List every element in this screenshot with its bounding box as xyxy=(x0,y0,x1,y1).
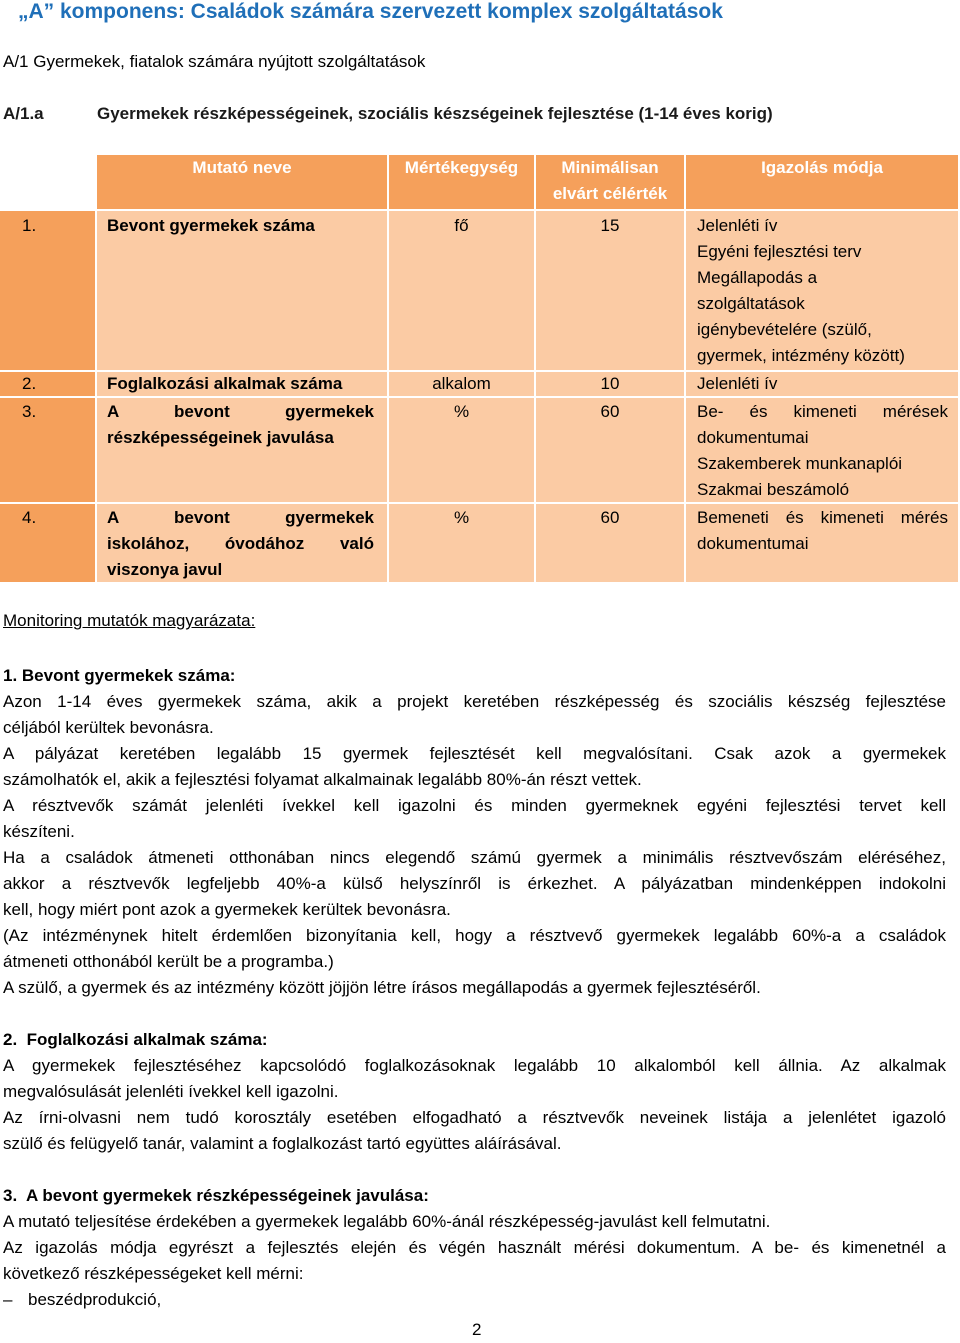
row2-num-cell xyxy=(0,372,95,396)
row3-name-1: A bevont gyermekek xyxy=(107,402,374,421)
header-target-line1: Minimálisan xyxy=(561,158,659,177)
p2-line: megvalósulását jelenléti ívekkel kell igazolni. xyxy=(3,1082,339,1101)
row1-target: 15 xyxy=(600,216,620,235)
row4-num-cell xyxy=(0,504,95,582)
p1-line: céljából kerültek bevonásra. xyxy=(3,718,214,737)
monitoring-h2: 2. Foglalkozási alkalmak száma: xyxy=(3,1030,268,1049)
header-name-label: Mutató neve xyxy=(192,158,292,177)
row3-num: 3. xyxy=(22,402,37,421)
row2-name: Foglalkozási alkalmak száma xyxy=(107,374,343,393)
row3-proof-3: Szakemberek munkanaplói xyxy=(697,454,903,473)
row2-proof-1: Jelenléti ív xyxy=(697,374,778,393)
monitoring-heading: Monitoring mutatók magyarázata: xyxy=(3,611,256,630)
p1-line: készíteni. xyxy=(3,822,75,841)
row4-unit: % xyxy=(453,508,470,527)
row1-proof-6: gyermek, intézmény között) xyxy=(697,346,905,365)
p2-line: Az írni-olvasni nem tudó korosztály esetében elfogadható a résztvevők neveinek listája a jelenlétet igazoló xyxy=(3,1108,946,1127)
p2-line: szülő és felügyelő tanár, valamint a foglalkozást tartó együttes aláírásával. xyxy=(3,1134,562,1153)
p1-line: A szülő, a gyermek és az intézmény között jöjjön létre írásos megállapodás a gyermek fejlesztéséről. xyxy=(3,978,761,997)
p1-line: akkor a résztvevők legfeljebb 40%-a külső helyszínről is érkezhet. A pályázatban mindenképpen indokolni xyxy=(3,874,946,893)
page-title: „A” komponens: Családok számára szervezett komplex szolgáltatások xyxy=(18,0,723,23)
row1-proof-2: Egyéni fejlesztési terv xyxy=(697,242,862,261)
p1-line: Ha a családok átmeneti otthonában nincs elegendő számú gyermek a minimális résztvevőszám eléréséhez, xyxy=(3,848,946,867)
row3-num-cell xyxy=(0,398,95,502)
monitoring-h1: 1. Bevont gyermekek száma: xyxy=(3,666,236,685)
header-cell-proof xyxy=(686,155,958,209)
row3-target: 60 xyxy=(600,402,620,421)
row1-proof-3: Megállapodás a xyxy=(697,268,818,287)
bullet-dash: – xyxy=(3,1290,13,1309)
header-cell-target xyxy=(536,155,684,209)
row3-proof-2: dokumentumai xyxy=(697,428,809,447)
row4-target: 60 xyxy=(600,508,620,527)
header-target-line2: elvárt célérték xyxy=(552,184,668,203)
bullet-item: beszédprodukció, xyxy=(28,1290,162,1309)
row4-name-2: iskolához, óvodához való xyxy=(107,534,374,553)
row1-proof-4: szolgáltatások xyxy=(697,294,805,313)
header-proof-label: Igazolás módja xyxy=(761,158,883,177)
monitoring-p1 xyxy=(3,689,946,1001)
row4-proof-2: dokumentumai xyxy=(697,534,809,553)
row3-proof-1: Be- és kimeneti mérések xyxy=(697,402,948,421)
header-cell-name xyxy=(97,155,387,209)
p1-line: A pályázat keretében legalább 15 gyermek fejlesztését kell megvalósítani. Csak azok a gyermekek xyxy=(3,744,946,763)
section-number: A/1.a xyxy=(3,104,44,123)
row2-target: 10 xyxy=(600,374,620,393)
section-title: Gyermekek részképességeinek, szociális készségeinek fejlesztése (1-14 éves korig) xyxy=(97,104,773,123)
p3-line: A mutató teljesítése érdekében a gyermekek legalább 60%-ánál részképesség-javulást kell felmutatni. xyxy=(3,1212,771,1231)
row2-num: 2. xyxy=(22,374,37,393)
p2-line: A gyermekek fejlesztéséhez kapcsolódó foglalkozásoknak legalább 10 alkalomból kell állnia. Az alkalmak xyxy=(3,1056,946,1075)
p1-line: (Az intézménynek hitelt érdemlően bizonyítania kell, hogy a résztvevő gyermekek legalább 60%-a a családok xyxy=(3,926,946,945)
monitoring-h3: 3. A bevont gyermekek részképességeinek javulása: xyxy=(3,1186,429,1205)
p1-line: A résztvevők számát jelenléti ívekkel kell igazolni és minden gyermeknek egyéni fejlesztési tervet kell xyxy=(3,796,946,815)
row1-name: Bevont gyermekek száma xyxy=(107,216,315,235)
p1-line: számolhatók el, akik a fejlesztési folyamat alkalmainak legalább 80%-án részt vettek. xyxy=(3,770,642,789)
p3-line: következő részképességeket kell mérni: xyxy=(3,1264,304,1283)
subtitle: A/1 Gyermekek, fiatalok számára nyújtott szolgáltatások xyxy=(3,52,426,71)
monitoring-p3 xyxy=(3,1209,946,1287)
row4-num: 4. xyxy=(22,508,37,527)
row3-proof-4: Szakmai beszámoló xyxy=(697,480,850,499)
p1-line: kell, hogy miért pont azok a gyermekek kerültek bevonásra. xyxy=(3,900,451,919)
header-unit-label: Mértékegység xyxy=(404,158,519,177)
page-number: 2 xyxy=(472,1320,482,1339)
row2-unit: alkalom xyxy=(432,374,491,393)
row1-num: 1. xyxy=(22,216,37,235)
row4-proof-1: Bemeneti és kimeneti mérés xyxy=(697,508,948,527)
p1-line: Azon 1-14 éves gyermekek száma, akik a projekt keretében részképesség és szociális készség fejlesztése xyxy=(3,692,946,711)
p1-line: átmeneti otthonából került be a programba.) xyxy=(3,952,334,971)
row1-proof-5: igénybevételére (szülő, xyxy=(697,320,872,339)
header-cell-unit xyxy=(389,155,534,209)
row4-name-3: viszonya javul xyxy=(107,560,223,579)
p3-line: Az igazolás módja egyrészt a fejlesztés elején és végén használt mérési dokumentum. A be- és kimenetnél a xyxy=(3,1238,946,1257)
monitoring-p2 xyxy=(3,1053,946,1157)
row1-unit: fő xyxy=(454,216,469,235)
row3-unit: % xyxy=(453,402,470,421)
row1-proof-1: Jelenléti ív xyxy=(697,216,778,235)
row4-name-1: A bevont gyermekek xyxy=(107,508,374,527)
row1-num-cell xyxy=(0,211,95,370)
row3-name-2: részképességeinek javulása xyxy=(107,428,334,447)
